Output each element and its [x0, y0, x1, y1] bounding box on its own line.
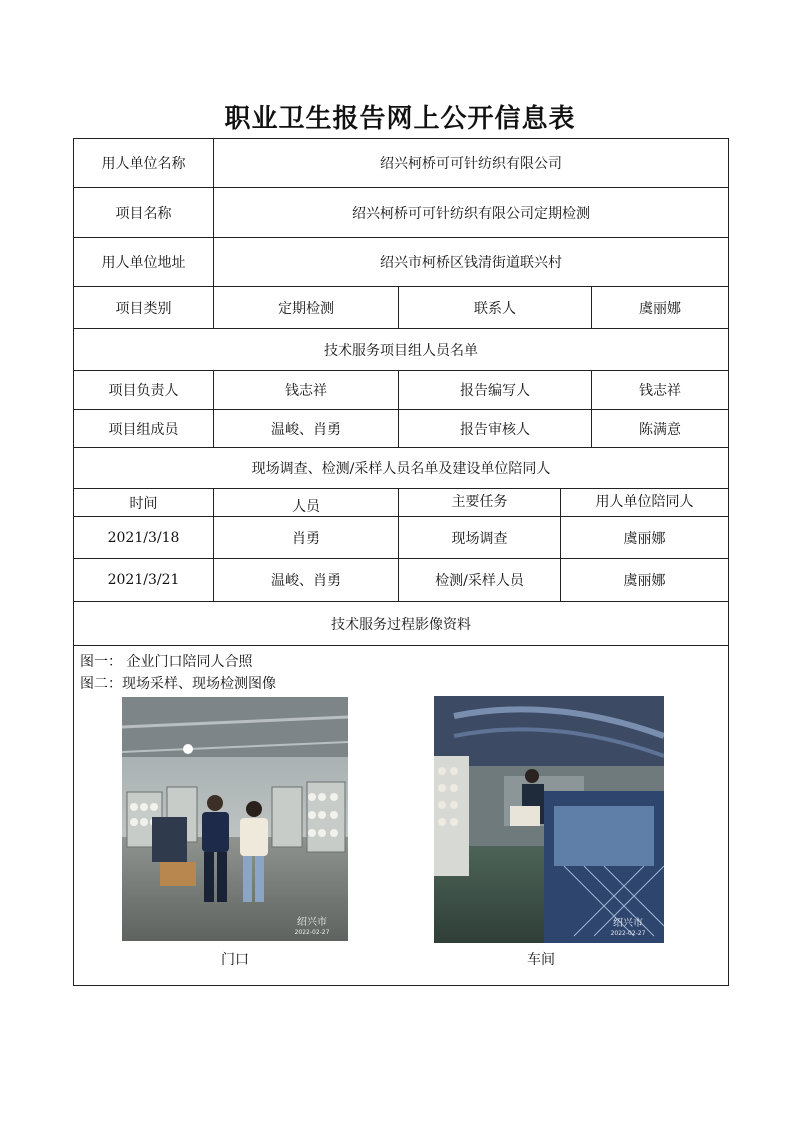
workshop-photo: [434, 696, 664, 943]
survey-row2-companion: 虞丽娜: [561, 559, 728, 602]
survey-col-people: 人员: [214, 489, 399, 517]
contact-label: 联系人: [399, 287, 592, 329]
writer-label: 报告编写人: [399, 371, 592, 410]
survey-row1-task: 现场调查: [399, 517, 561, 559]
entrance-photo: [122, 697, 348, 941]
survey-row1-companion: 虞丽娜: [561, 517, 728, 559]
contact-value: 虞丽娜: [592, 287, 728, 329]
survey-row1-people: 肖勇: [214, 517, 399, 559]
caption-2: 图二：现场采样、现场检测图像: [80, 676, 276, 692]
project-name-label: 项目名称: [74, 188, 214, 238]
watermark-1-date: 2022-02-27: [294, 929, 330, 936]
info-table: [73, 138, 729, 986]
employer-name-label: 用人单位名称: [74, 139, 214, 188]
category-value: 定期检测: [214, 287, 399, 329]
survey-col-time: 时间: [74, 489, 214, 517]
survey-col-companion: 用人单位陪同人: [561, 489, 728, 517]
entrance-photo-image: [122, 697, 348, 941]
lead-value: 钱志祥: [214, 371, 399, 410]
employer-name-value: 绍兴柯桥可可针纺织有限公司: [214, 139, 728, 188]
members-label: 项目组成员: [74, 410, 214, 448]
team-header: 技术服务项目组人员名单: [74, 329, 728, 371]
page-title: 职业卫生报告网上公开信息表: [224, 104, 576, 134]
workshop-photo-image: [434, 696, 664, 943]
project-name-value: 绍兴柯桥可可针纺织有限公司定期检测: [214, 188, 728, 238]
survey-row2-date: 2021/3/21: [74, 559, 214, 602]
images-section: [74, 647, 728, 985]
images-header: 技术服务过程影像资料: [74, 602, 728, 646]
address-label: 用人单位地址: [74, 238, 214, 287]
workshop-photo-label: 车间: [527, 952, 555, 968]
watermark-1: 绍兴市: [297, 917, 327, 928]
reviewer-label: 报告审核人: [399, 410, 592, 448]
survey-row2-people: 温峻、肖勇: [214, 559, 399, 602]
members-value: 温峻、肖勇: [214, 410, 399, 448]
caption-1: 图一： 企业门口陪同人合照: [80, 654, 253, 670]
address-value: 绍兴市柯桥区钱清街道联兴村: [214, 238, 728, 287]
survey-row2-task: 检测/采样人员: [399, 559, 561, 602]
survey-header: 现场调查、检测/采样人员名单及建设单位陪同人: [74, 448, 728, 489]
watermark-2-date: 2022-02-27: [610, 930, 646, 937]
lead-label: 项目负责人: [74, 371, 214, 410]
category-label: 项目类别: [74, 287, 214, 329]
survey-col-task: 主要任务: [399, 489, 561, 517]
watermark-2: 绍兴市: [613, 918, 643, 929]
survey-row1-date: 2021/3/18: [74, 517, 214, 559]
writer-value: 钱志祥: [592, 371, 728, 410]
reviewer-value: 陈满意: [592, 410, 728, 448]
entrance-photo-label: 门口: [221, 952, 249, 968]
